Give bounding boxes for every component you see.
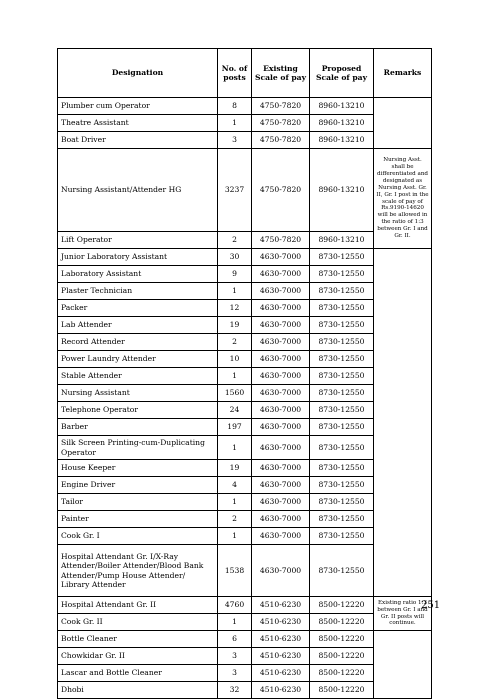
designation-cell: Nursing Assistant/Attender HG	[58, 149, 218, 232]
posts-cell: 30	[218, 249, 252, 266]
existing-scale-cell: 4510-6230	[252, 597, 310, 614]
existing-scale-cell: 4630-7000	[252, 402, 310, 419]
posts-cell: 10	[218, 351, 252, 368]
posts-cell: 3	[218, 648, 252, 665]
existing-scale-cell: 4750-7820	[252, 132, 310, 149]
posts-cell: 32	[218, 682, 252, 699]
existing-scale-cell: 4510-6230	[252, 665, 310, 682]
proposed-scale-cell: 8500-12220	[310, 648, 374, 665]
designation-cell: Barber	[58, 419, 218, 436]
table-row	[58, 149, 432, 232]
proposed-scale-cell: 8730-12550	[310, 266, 374, 283]
proposed-scale-cell: 8730-12550	[310, 351, 374, 368]
posts-cell: 19	[218, 460, 252, 477]
proposed-scale-cell: 8730-12550	[310, 368, 374, 385]
existing-scale-cell: 4630-7000	[252, 460, 310, 477]
proposed-scale-cell: 8500-12220	[310, 597, 374, 614]
proposed-scale-cell: 8730-12550	[310, 545, 374, 597]
designation-cell: Lascar and Bottle Cleaner	[58, 665, 218, 682]
proposed-scale-cell: 8730-12550	[310, 419, 374, 436]
posts-cell: 3	[218, 665, 252, 682]
existing-scale-cell: 4750-7820	[252, 232, 310, 249]
remarks-header: Remarks	[374, 49, 432, 98]
existing-scale-cell: 4630-7000	[252, 266, 310, 283]
posts-cell: 1	[218, 494, 252, 511]
table-header-row	[58, 49, 432, 98]
proposed-scale-cell: 8730-12550	[310, 460, 374, 477]
designation-cell: Record Attender	[58, 334, 218, 351]
posts-cell: 1538	[218, 545, 252, 597]
posts-cell: 9	[218, 266, 252, 283]
designation-cell: Cook Gr. II	[58, 614, 218, 631]
designation-cell: Packer	[58, 300, 218, 317]
existing-scale-header: Existing Scale of pay	[252, 49, 310, 98]
remarks-nursing-assistant: Nursing Asst. shall be differentiated and designated as Nursing Asst. Gr. II, Gr. I post in the scale of pay of Rs.9190-14620 will be allowed in the ratio of 1:3 between Gr. I and Gr. II.	[374, 149, 432, 249]
posts-cell: 1	[218, 614, 252, 631]
pay-scale-document	[57, 48, 431, 699]
table-row	[58, 249, 432, 266]
posts-cell: 24	[218, 402, 252, 419]
proposed-scale-cell: 8730-12550	[310, 334, 374, 351]
proposed-scale-cell: 8730-12550	[310, 402, 374, 419]
posts-cell: 2	[218, 334, 252, 351]
proposed-scale-cell: 8500-12220	[310, 665, 374, 682]
existing-scale-cell: 4630-7000	[252, 368, 310, 385]
designation-cell: Hospital Attendant Gr. II	[58, 597, 218, 614]
proposed-scale-header: Proposed Scale of pay	[310, 49, 374, 98]
posts-cell: 1	[218, 115, 252, 132]
designation-cell: Theatre Assistant	[58, 115, 218, 132]
designation-cell: House Keeper	[58, 460, 218, 477]
designation-cell: Bottle Cleaner	[58, 631, 218, 648]
proposed-scale-cell: 8730-12550	[310, 511, 374, 528]
remarks-cell-empty	[374, 98, 432, 149]
existing-scale-cell: 4630-7000	[252, 494, 310, 511]
designation-cell: Dhobi	[58, 682, 218, 699]
designation-cell: Nursing Assistant	[58, 385, 218, 402]
posts-header: No. of posts	[218, 49, 252, 98]
proposed-scale-cell: 8500-12220	[310, 614, 374, 631]
existing-scale-cell: 4630-7000	[252, 385, 310, 402]
existing-scale-cell: 4630-7000	[252, 249, 310, 266]
pay-scale-table	[57, 48, 432, 699]
designation-cell: Chowkidar Gr. II	[58, 648, 218, 665]
proposed-scale-cell: 8730-12550	[310, 436, 374, 460]
posts-cell: 2	[218, 511, 252, 528]
designation-cell: Telephone Operator	[58, 402, 218, 419]
proposed-scale-cell: 8960-13210	[310, 149, 374, 232]
existing-scale-cell: 4630-7000	[252, 317, 310, 334]
posts-cell: 1560	[218, 385, 252, 402]
proposed-scale-cell: 8960-13210	[310, 98, 374, 115]
posts-cell: 1	[218, 368, 252, 385]
designation-cell: Painter	[58, 511, 218, 528]
posts-cell: 4	[218, 477, 252, 494]
designation-cell: Silk Screen Printing-cum-Duplicating Operator	[58, 436, 218, 460]
proposed-scale-cell: 8500-12220	[310, 682, 374, 699]
designation-cell: Engine Driver	[58, 477, 218, 494]
posts-cell: 2	[218, 232, 252, 249]
posts-cell: 8	[218, 98, 252, 115]
existing-scale-cell: 4630-7000	[252, 283, 310, 300]
posts-cell: 1	[218, 528, 252, 545]
proposed-scale-cell: 8730-12550	[310, 528, 374, 545]
table-row	[58, 597, 432, 614]
page-number: 251	[421, 600, 441, 611]
designation-cell: Plaster Technician	[58, 283, 218, 300]
proposed-scale-cell: 8730-12550	[310, 300, 374, 317]
proposed-scale-cell: 8730-12550	[310, 249, 374, 266]
existing-scale-cell: 4750-7820	[252, 98, 310, 115]
table-body	[58, 98, 432, 699]
posts-cell: 1	[218, 436, 252, 460]
remarks-cell-empty	[374, 631, 432, 699]
posts-cell: 3	[218, 132, 252, 149]
proposed-scale-cell: 8730-12550	[310, 494, 374, 511]
remarks-hospital-attendant: Existing ratio 1:3 between Gr. I and Gr. II posts will continue.	[374, 597, 432, 631]
existing-scale-cell: 4630-7000	[252, 334, 310, 351]
proposed-scale-cell: 8730-12550	[310, 477, 374, 494]
existing-scale-cell: 4630-7000	[252, 511, 310, 528]
existing-scale-cell: 4510-6230	[252, 682, 310, 699]
designation-cell: Boat Driver	[58, 132, 218, 149]
designation-cell: Lab Attender	[58, 317, 218, 334]
proposed-scale-cell: 8960-13210	[310, 132, 374, 149]
designation-cell: Junior Laboratory Assistant	[58, 249, 218, 266]
posts-cell: 3237	[218, 149, 252, 232]
designation-cell: Stable Attender	[58, 368, 218, 385]
posts-cell: 6	[218, 631, 252, 648]
proposed-scale-cell: 8730-12550	[310, 385, 374, 402]
proposed-scale-cell: 8960-13210	[310, 232, 374, 249]
designation-cell: Power Laundry Attender	[58, 351, 218, 368]
proposed-scale-cell: 8960-13210	[310, 115, 374, 132]
table-row	[58, 631, 432, 648]
existing-scale-cell: 4750-7820	[252, 115, 310, 132]
remarks-cell-empty	[374, 249, 432, 597]
proposed-scale-cell: 8730-12550	[310, 317, 374, 334]
designation-cell: Lift Operator	[58, 232, 218, 249]
posts-cell: 4760	[218, 597, 252, 614]
designation-cell: Tailor	[58, 494, 218, 511]
existing-scale-cell: 4630-7000	[252, 300, 310, 317]
existing-scale-cell: 4630-7000	[252, 436, 310, 460]
existing-scale-cell: 4630-7000	[252, 528, 310, 545]
existing-scale-cell: 4630-7000	[252, 351, 310, 368]
existing-scale-cell: 4510-6230	[252, 614, 310, 631]
existing-scale-cell: 4630-7000	[252, 419, 310, 436]
proposed-scale-cell: 8730-12550	[310, 283, 374, 300]
existing-scale-cell: 4510-6230	[252, 631, 310, 648]
designation-cell: Plumber cum Operator	[58, 98, 218, 115]
posts-cell: 12	[218, 300, 252, 317]
existing-scale-cell: 4510-6230	[252, 648, 310, 665]
posts-cell: 19	[218, 317, 252, 334]
posts-cell: 1	[218, 283, 252, 300]
designation-cell: Hospital Attendant Gr. I/X-Ray Attender/Boiler Attender/Blood Bank Attender/Pump House Attender/ Library Attender	[58, 545, 218, 597]
designation-cell: Laboratory Assistant	[58, 266, 218, 283]
existing-scale-cell: 4630-7000	[252, 545, 310, 597]
existing-scale-cell: 4750-7820	[252, 149, 310, 232]
designation-header: Designation	[58, 49, 218, 98]
posts-cell: 197	[218, 419, 252, 436]
existing-scale-cell: 4630-7000	[252, 477, 310, 494]
designation-cell: Cook Gr. I	[58, 528, 218, 545]
proposed-scale-cell: 8500-12220	[310, 631, 374, 648]
table-row	[58, 98, 432, 115]
